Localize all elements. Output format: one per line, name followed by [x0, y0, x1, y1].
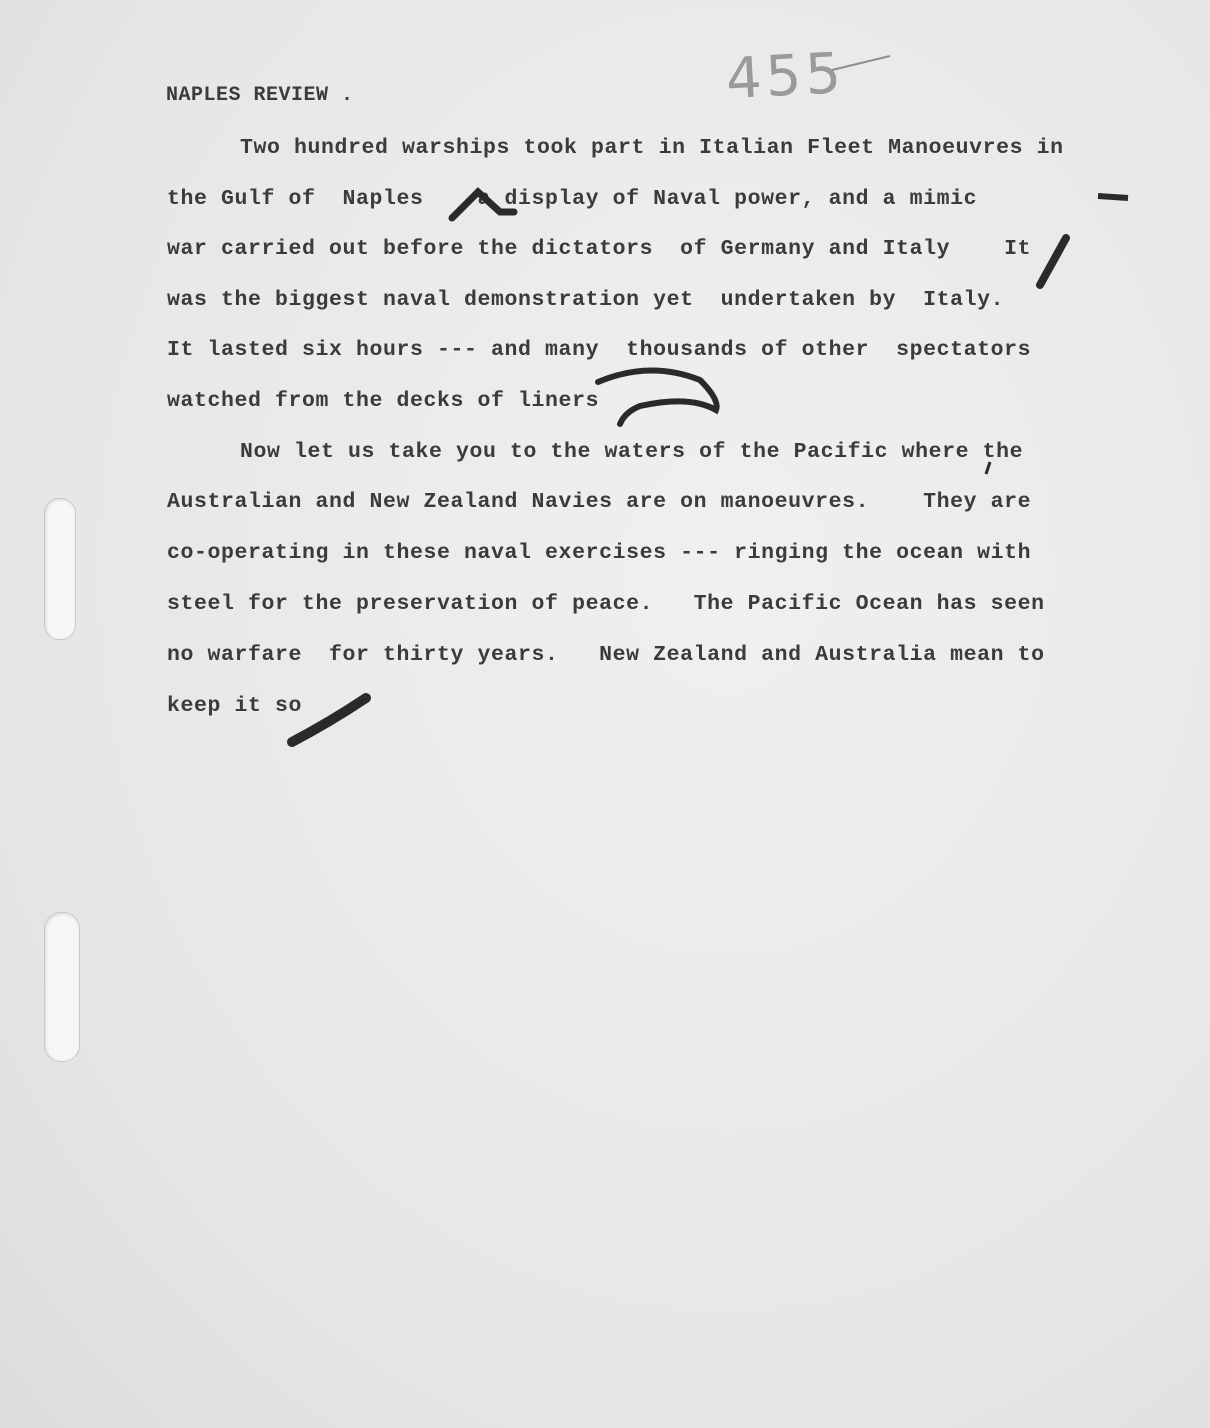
text-line-8: Australian and New Zealand Navies are on manoeuvres. They are: [167, 490, 1032, 514]
text-line-11: no warfare for thirty years. New Zealand and Australia mean to: [167, 643, 1045, 667]
text-line-1: Two hundred warships took part in Italian Fleet Manoeuvres in: [240, 136, 1064, 160]
text-line-3: war carried out before the dictators of Germany and Italy It: [167, 237, 1032, 261]
stroke-mark-keep-it-so: [292, 698, 366, 742]
page-number: 455: [724, 40, 847, 113]
text-line-6: watched from the decks of liners: [167, 389, 600, 413]
text-line-12: keep it so: [167, 694, 303, 718]
loop-mark-liners: [598, 370, 717, 424]
text-line-2: the Gulf of Naples a display of Naval power, and a mimic: [167, 187, 978, 211]
text-line-10: steel for the preservation of peace. The Pacific Ocean has seen: [167, 592, 1045, 616]
document-heading: NAPLES REVIEW .: [166, 84, 354, 107]
punch-hole-top: [44, 498, 76, 640]
text-line-9: co-operating in these naval exercises --- ringing the ocean with: [167, 541, 1032, 565]
text-line-7: Now let us take you to the waters of the Pacific where the: [240, 440, 1024, 464]
punch-hole-bottom: [44, 912, 80, 1062]
strike-mark-line2: [1098, 196, 1128, 198]
text-line-5: It lasted six hours --- and many thousands of other spectators: [167, 338, 1032, 362]
slash-mark-italy: [1040, 238, 1066, 285]
text-line-4: was the biggest naval demonstration yet undertaken by Italy.: [167, 288, 1005, 312]
